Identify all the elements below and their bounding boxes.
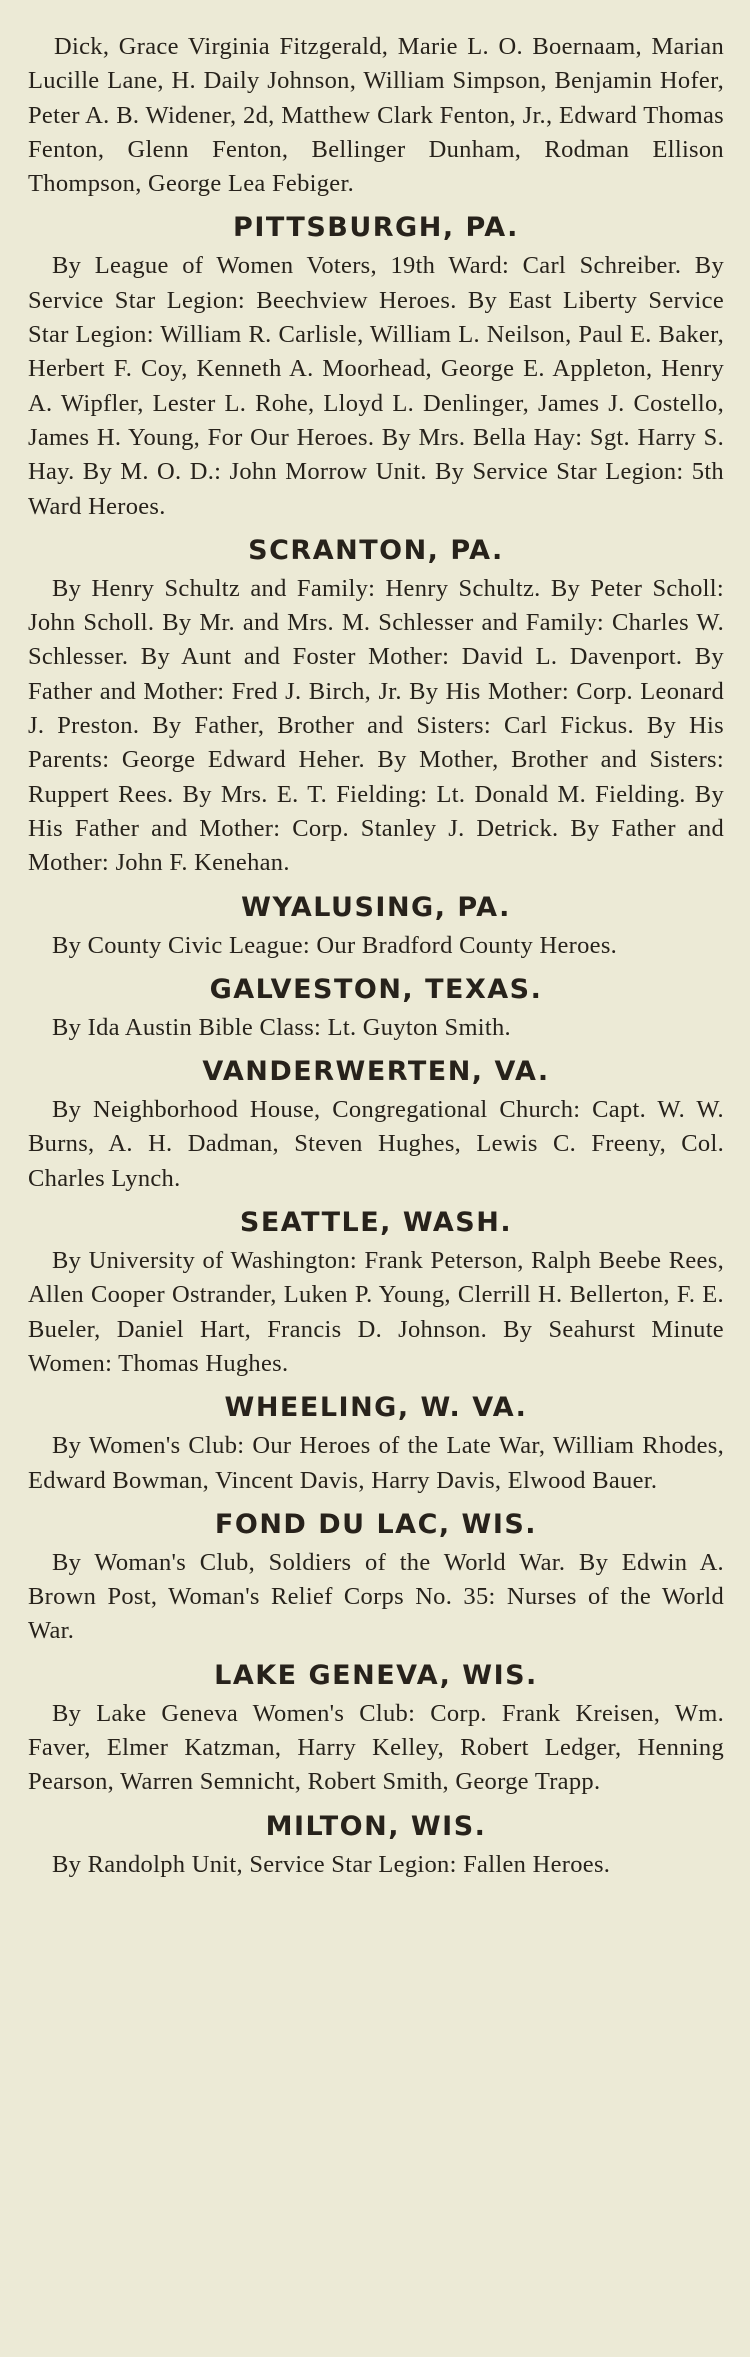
section-heading: LAKE GENEVA, WIS. — [214, 1659, 538, 1691]
section-wyalusing — [28, 891, 724, 963]
section-paragraph: By Henry Schultz and Family: Henry Schultz. By Peter Scholl: John Scholl. By Mr. and Mrs. M. Schlesser and Family: Charles W. Schlesser. By Aunt and Foster Mother: David L. Davenport. By Father and Mother: Fred J. Birch, Jr. By His Mother: Corp. Leonard J. Preston. By Father, Brother and Sisters: Carl Fickus. By His Parents: George Edward Heher. By Mother, Brother and Sisters: Ruppert Rees. By Mrs. E. T. Fielding: Lt. Donald M. Fielding. By His Father and Mother: Corp. Stanley J. Detrick. By Father and Mother: John F. Kenehan. — [28, 574, 724, 877]
section-heading: WHEELING, W. VA. — [224, 1392, 528, 1424]
intro-paragraph: Dick, Grace Virginia Fitzgerald, Marie L. O. Boernaam, Marian Lucille Lane, H. Daily Johnson, William Simpson, Benjamin Hofer, Peter A. B. Widener, 2d, Matthew Clark Fenton, Jr., Edward Thomas Fenton, Glenn Fenton, Bellinger Dunham, Rodman Ellison Thompson, George Lea Febiger. — [28, 33, 724, 198]
section-milton — [28, 1810, 724, 1882]
section-heading: MILTON, WIS. — [265, 1810, 487, 1842]
section-heading: WYALUSING, PA. — [241, 891, 511, 923]
section-heading: GALVESTON, TEXAS. — [209, 973, 543, 1005]
section-paragraph: By Ida Austin Bible Class: Lt. Guyton Smith. — [52, 1013, 511, 1041]
section-paragraph: By Women's Club: Our Heroes of the Late War, William Rhodes, Edward Bowman, Vincent Davis, Harry Davis, Elwood Bauer. — [28, 1432, 724, 1494]
section-galveston — [28, 973, 724, 1045]
section-wheeling — [28, 1391, 724, 1498]
section-heading: SCRANTON, PA. — [248, 534, 504, 566]
section-heading: FOND DU LAC, WIS. — [214, 1508, 538, 1540]
section-seattle — [28, 1206, 724, 1381]
section-paragraph: By Woman's Club, Soldiers of the World War. By Edwin A. Brown Post, Woman's Relief Corps No. 35: Nurses of the World War. — [28, 1548, 724, 1645]
section-paragraph: By County Civic League: Our Bradford County Heroes. — [52, 931, 618, 959]
section-paragraph: By University of Washington: Frank Peterson, Ralph Beebe Rees, Allen Cooper Ostrander, Luken P. Young, Clerrill H. Bellerton, F. E. Bueler, Daniel Hart, Francis D. Johnson. By Seahurst Minute Women: Thomas Hughes. — [28, 1247, 724, 1377]
section-paragraph: By Neighborhood House, Congregational Church: Capt. W. W. Burns, A. H. Dadman, Steven Hughes, Lewis C. Freeny, Col. Charles Lynch. — [28, 1096, 724, 1192]
section-heading: PITTSBURGH, PA. — [233, 212, 519, 244]
section-paragraph: By Randolph Unit, Service Star Legion: Fallen Heroes. — [52, 1850, 611, 1878]
section-vanderwerten — [28, 1055, 724, 1196]
section-paragraph: By League of Women Voters, 19th Ward: Carl Schreiber. By Service Star Legion: Beechview Heroes. By East Liberty Service Star Legion: William R. Carlisle, William L. Neilson, Paul E. Baker, Herbert F. Coy, Kenneth A. Moorhead, George E. Appleton, Henry A. Wipfler, Lester L. Rohe, Lloyd L. Denlinger, James J. Costello, James H. Young, For Our Heroes. By Mrs. Bella Hay: Sgt. Harry S. Hay. By M. O. D.: John Morrow Unit. By Service Star Legion: 5th Ward Heroes. — [28, 252, 724, 520]
section-lake-geneva — [28, 1659, 724, 1800]
section-fond-du-lac — [28, 1508, 724, 1649]
section-heading: SEATTLE, WASH. — [239, 1207, 513, 1239]
section-heading: VANDERWERTEN, VA. — [202, 1056, 550, 1088]
section-pittsburgh — [28, 211, 724, 523]
section-paragraph: By Lake Geneva Women's Club: Corp. Frank Kreisen, Wm. Faver, Elmer Katzman, Harry Kelley, Robert Ledger, Henning Pearson, Warren Semnicht, Robert Smith, George Trapp. — [28, 1699, 724, 1796]
section-scranton — [28, 534, 724, 881]
